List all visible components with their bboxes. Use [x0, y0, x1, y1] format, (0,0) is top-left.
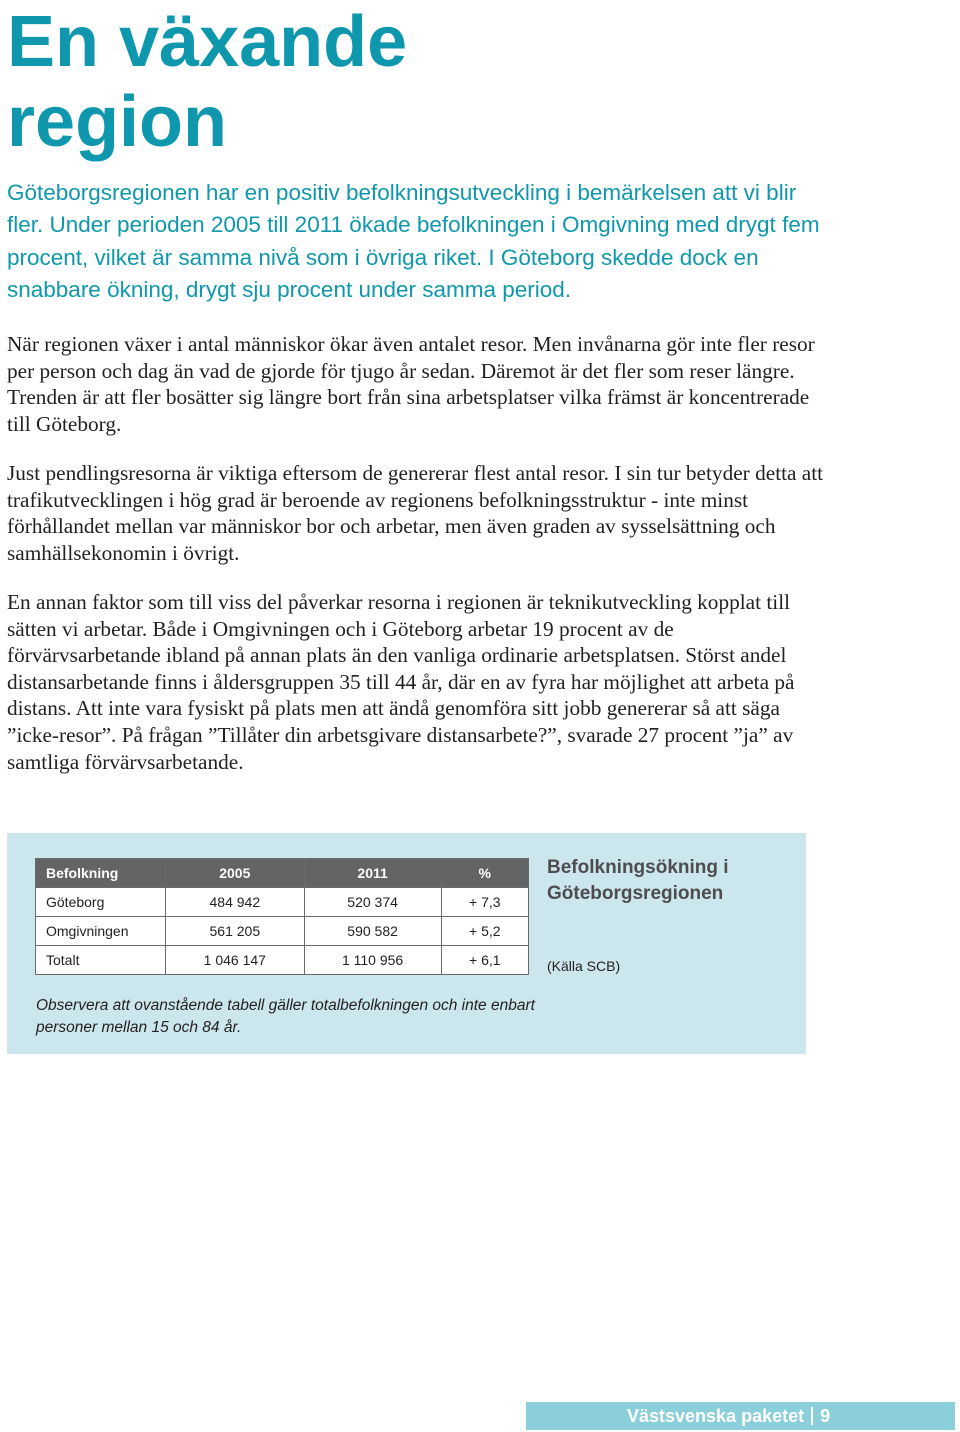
column-header: 2005	[166, 859, 305, 888]
table-cell: 484 942	[166, 888, 305, 917]
footer-page-number: 9	[820, 1406, 831, 1426]
column-header: Befolkning	[36, 859, 166, 888]
column-header: 2011	[304, 859, 441, 888]
table-cell: Göteborg	[36, 888, 166, 917]
page-footer	[526, 1402, 955, 1430]
population-factbox	[7, 833, 806, 1054]
table-cell: Omgivningen	[36, 917, 166, 946]
table-cell: 1 110 956	[304, 946, 441, 975]
footer-publication: Västsvenska paketet	[627, 1406, 805, 1426]
footer-content	[627, 1402, 830, 1430]
factbox-title: Befolkningsökning i Göteborgsregionen	[547, 857, 729, 904]
population-table	[35, 858, 529, 975]
table-cell: 520 374	[304, 888, 441, 917]
table-header-row	[36, 859, 529, 888]
table-cell: 1 046 147	[166, 946, 305, 975]
intro-paragraph: Göteborgsregionen har en positiv befolkningsutveckling i bemärkelsen att vi blir fler. Under perioden 2005 till 2011 ökade befolkningen i Omgivning med drygt fem procent, vilket är samma nivå som i övriga riket. I Göteborg skedde dock en snabbare ökning, drygt sju procent under samma period.	[7, 180, 820, 302]
body-paragraph-3: En annan faktor som till viss del påverkar resorna i regionen är teknikutveckling kopplat till sätten vi arbetar. Både i Omgivningen och i Göteborg arbetar 19 procent av de förvärvsarbetande ibland på annan plats än den vanliga ordinarie arbetsplatsen. Störst andel distansarbetande finns i åldersgruppen 35 till 44 år, där en av fyra har möjlighet att arbeta på distans. Att inte vara fysiskt på plats men att ändå genomföra sitt jobb genererar så att säga ”icke-resor”. På frågan ”Tillåter din arbetsgivare distansarbete?”, svarade 27 procent ”ja” av samtliga förvärvsarbetande.	[7, 590, 795, 774]
table-row	[36, 917, 529, 946]
table-row	[36, 946, 529, 975]
body-paragraph-1: När regionen växer i antal människor ökar även antalet resor. Men invånarna gör inte fler resor per person och dag än vad de gjorde för tjugo år sedan. Däremot är det fler som reser längre. Trenden är att fler bosätter sig längre bort från sina arbetsplatser vilka främst är koncentrerade till Göteborg.	[7, 332, 815, 436]
footer-separator	[811, 1407, 813, 1425]
table-cell: + 7,3	[441, 888, 528, 917]
factbox-source: (Källa SCB)	[547, 958, 621, 974]
page-title	[7, 2, 907, 162]
table-cell: 590 582	[304, 917, 441, 946]
factbox-note: Observera att ovanstående tabell gäller totalbefolkningen och inte enbart personer mellan 15 och 84 år.	[36, 997, 535, 1036]
body-paragraph-2: Just pendlingsresorna är viktiga eftersom de genererar flest antal resor. I sin tur betyder detta att trafikutvecklingen i hög grad är beroende av regionens befolkningsstruktur - inte minst förhållandet mellan var människor bor och arbetar, men även graden av sysselsättning och samhällsekonomin i övrigt.	[7, 461, 824, 565]
column-header: %	[441, 859, 528, 888]
table-row	[36, 888, 529, 917]
table-cell: + 5,2	[441, 917, 528, 946]
page-title-line-1: En växande	[7, 2, 408, 82]
table-cell: Totalt	[36, 946, 166, 975]
table-cell: + 6,1	[441, 946, 528, 975]
table-cell: 561 205	[166, 917, 305, 946]
page-title-line-2: region	[7, 82, 228, 162]
